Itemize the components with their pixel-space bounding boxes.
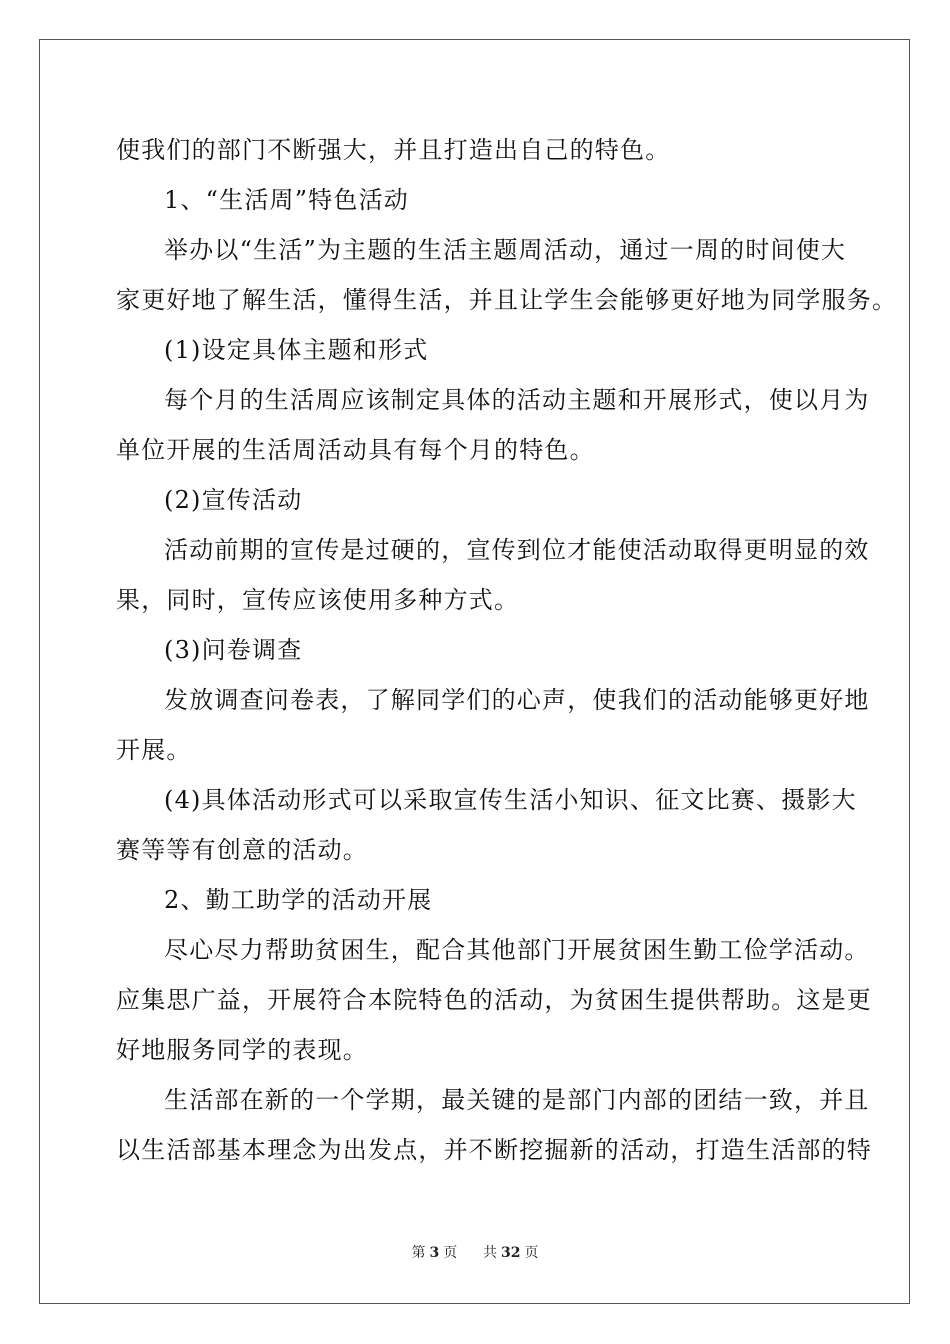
text-line: 举办以“生活”为主题的生活主题周活动，通过一周的时间使大 bbox=[164, 236, 847, 264]
text-line: 果，同时，宣传应该使用多种方式。 bbox=[116, 586, 520, 614]
text-line: 活动前期的宣传是过硬的，宣传到位才能使活动取得更明显的效 bbox=[164, 536, 870, 564]
text-line: 开展。 bbox=[116, 736, 192, 764]
text-line: 赛等等有创意的活动。 bbox=[116, 836, 368, 864]
text-line: 发放调查问卷表，了解同学们的心声，使我们的活动能够更好地 bbox=[164, 686, 870, 714]
page-footer bbox=[0, 1244, 950, 1262]
text-line: 每个月的生活周应该制定具体的活动主题和开展形式，使以月为 bbox=[164, 386, 870, 414]
section-heading: 1、“生活周”特色活动 bbox=[164, 186, 410, 214]
text-line: 好地服务同学的表现。 bbox=[116, 1036, 368, 1064]
text-line: (4)具体活动形式可以采取宣传生活小知识、征文比赛、摄影大 bbox=[164, 786, 857, 814]
text-line: 使我们的部门不断强大，并且打造出自己的特色。 bbox=[116, 136, 671, 164]
text-line: 家更好地了解生活，懂得生活，并且让学生会能够更好地为同学服务。 bbox=[116, 286, 898, 314]
subsection-heading: (3)问卷调查 bbox=[164, 636, 303, 664]
text-line: 应集思广益，开展符合本院特色的活动，为贫困生提供帮助。这是更 bbox=[116, 986, 872, 1014]
subsection-heading: (1)设定具体主题和形式 bbox=[164, 336, 429, 364]
text-line: 尽心尽力帮助贫困生，配合其他部门开展贫困生勤工俭学活动。 bbox=[164, 936, 870, 964]
section-heading: 2、勤工助学的活动开展 bbox=[164, 886, 433, 914]
page-indicator: 第 3 页 bbox=[411, 1245, 458, 1261]
subsection-heading: (2)宣传活动 bbox=[164, 486, 303, 514]
total-pages-indicator: 共 32 页 bbox=[483, 1245, 539, 1261]
text-line: 以生活部基本理念为出发点，并不断挖掘新的活动，打造生活部的特 bbox=[116, 1136, 872, 1164]
text-line: 单位开展的生活周活动具有每个月的特色。 bbox=[116, 436, 595, 464]
text-line: 生活部在新的一个学期，最关键的是部门内部的团结一致，并且 bbox=[164, 1086, 870, 1114]
